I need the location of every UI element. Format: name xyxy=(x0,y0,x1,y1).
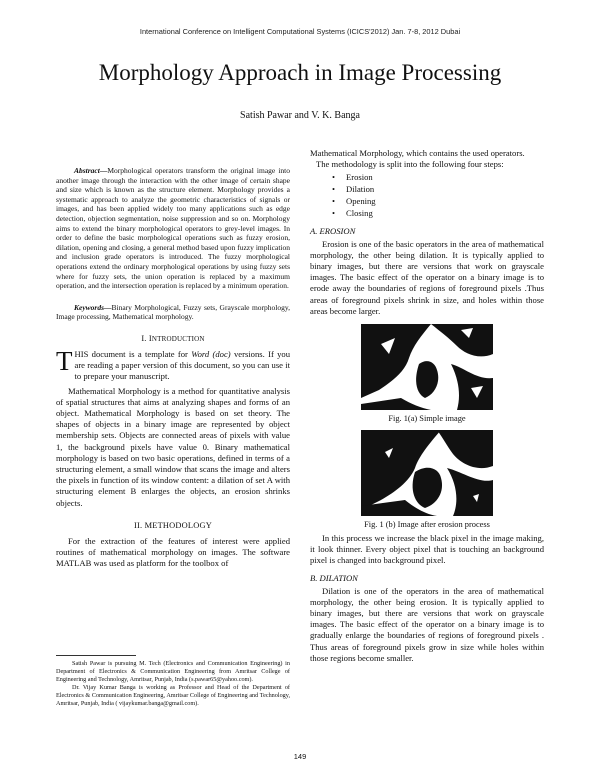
figure-caption-1a: Fig. 1(a) Simple image xyxy=(388,414,466,424)
figure-caption-1b: Fig. 1 (b) Image after erosion process xyxy=(364,520,490,530)
intro-paragraph-1: THIS document is a template for Word (doc) versions. If you are reading a paper version of this document, so you can use it to prepare your manuscript. xyxy=(56,345,290,382)
section-heading-methodology: II. METHODOLOGY xyxy=(134,520,212,530)
paper-title: Morphology Approach in Image Processing xyxy=(98,60,502,85)
footnote-rule xyxy=(56,655,136,656)
abstract-text: Morphological operators transform the original image into another image through the interaction with the other image of certain shape and size which is known as the structure element. Morphology provides a systematic approach to analyze the geometric characteristics of signals or images, and has been applied widely too many applications such as edge detection, objection segmentation, noise suppression and so on. Morphology aims to extend the binary morphological operators to grey-level images. In order to define the basic morphological operations such as fuzzy erosion, dilation, opening and closing, a general method based upon fuzzy implication and inclusion grade operators is introduced. The fuzzy morphological operations extend the ordinary morphological operations by using fuzzy sets where for fuzzy sets, the union operation is replaced by a maximum operation, and the intersection operation is replaced by a minimum operation. xyxy=(56,166,290,291)
intro-paragraph-2: Mathematical Morphology is a method for quantitative analysis of spatial structures that aims at analyzing shapes and forms of an object. Mathematical Morphology is based on set theory. The shapes of objects in a binary image are represented by object membership sets. Objects are connected areas of pixels with value 1, the background pixels have value 0. Binary mathematical morphology is based on two basic operations, defined in terms of a structuring element, a small window that scans the image and alters the pixels in function of its window content: a dilation of set A with structuring element B enlarges the objects, an erosion shrinks objects. xyxy=(56,385,290,508)
keywords-text: Binary Morphological, Fuzzy sets, Grayscale morphology, Image processing, Mathematical morphology. xyxy=(56,302,290,322)
list-item: • Dilation xyxy=(332,184,544,196)
right-column xyxy=(310,148,544,664)
abstract-dash: — xyxy=(99,166,108,175)
subsection-heading-erosion: A. EROSION xyxy=(310,225,356,236)
erosion-paragraph-2: In this process we increase the black pixel in the image making, it look thinner. Every object pixel that is touching an background pixel is changed into background pixel. xyxy=(310,533,544,566)
left-column xyxy=(56,166,290,569)
footnote-1: Satish Pawar is pursuing M. Tech (Electronics and Communication Engineering) in Department of Electronics & Communication Engineering from Amritsar College of Engineering and Technology, Amritsar, Punjab, India (s.pawar65@yahoo.com). xyxy=(56,660,290,683)
subsection-heading-dilation: B. DILATION xyxy=(310,572,358,583)
conference-header: International Conference on Intelligent Computational Systems (ICICS'2012) Jan. 7-8, 2012 Dubai xyxy=(139,27,461,36)
abstract xyxy=(56,166,290,291)
erosion-paragraph-1: Erosion is one of the basic operators in the area of mathematical morphology, the other being dilation. It is typically applied to binary images, but there are versions that work on grayscale images. The basic effect of the operator on a binary image is to erode away the boundaries of regions of foreground pixels .Thus areas of foreground pixels shrink in size, and holes within those areas become larger. xyxy=(310,238,544,316)
figure-simple-image xyxy=(361,324,493,410)
methodology-paragraph-1: For the extraction of the features of interest were applied routines of mathematical morphology on images. The software MATLAB was used as platform for the toolbox of xyxy=(56,535,290,569)
methodology-steps-list xyxy=(332,172,544,219)
footnotes xyxy=(56,660,290,707)
abstract-label: Abstract xyxy=(74,166,100,175)
list-item: • Erosion xyxy=(332,172,544,184)
keywords xyxy=(56,303,290,322)
figure-eroded-image xyxy=(361,430,493,516)
binary-image-original xyxy=(361,324,493,410)
page-number: 149 xyxy=(293,752,307,761)
list-item: • Closing xyxy=(332,208,544,220)
paper-authors: Satish Pawar and V. K. Banga xyxy=(240,110,360,121)
binary-image-eroded xyxy=(361,430,493,516)
methodology-paragraph-2: The methodology is split into the following four steps: xyxy=(316,159,504,170)
keywords-dash: — xyxy=(104,302,112,312)
methodology-paragraph-1-continued: Mathematical Morphology, which contains the used operators. xyxy=(310,148,525,158)
drop-cap: T xyxy=(56,345,73,376)
footnote-2: Dr. Vijay Kumar Banga is working as Professor and Head of the Department of Electronics & Communication Engineering, Amritsar College of Engineering and Technology, Amritsar, Punjab, India ( vijaykumar.banga@gmail.com). xyxy=(56,683,290,707)
keywords-label: Keywords xyxy=(74,302,104,312)
dilation-paragraph-1: Dilation is one of the operators in the area of mathematical morphology, the other being erosion. It is typically applied to binary images, but there are versions that work on grayscale images. The basic effect of the operator on a binary image is to gradually enlarge the boundaries of regions of foreground pixels . Thus areas of foreground pixels grow in size while holes within those regions become smaller. xyxy=(310,585,544,663)
section-heading-introduction: I. INTRODUCTION xyxy=(141,333,205,343)
list-item: • Opening xyxy=(332,196,544,208)
